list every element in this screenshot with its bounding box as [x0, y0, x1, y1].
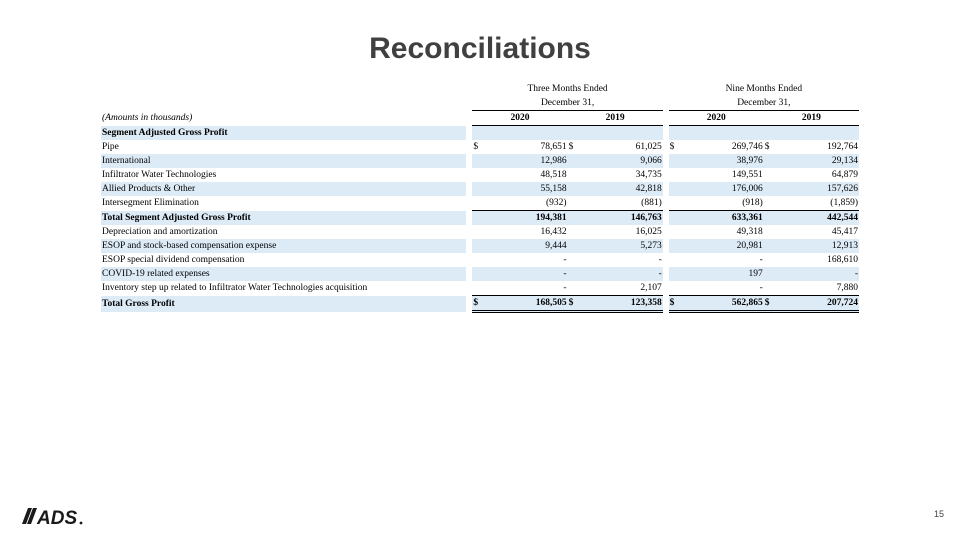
value-cell: -: [759, 255, 763, 265]
value-cell: 42,818: [581, 182, 662, 196]
year-header: 2019: [764, 111, 859, 126]
year-header: 2019: [568, 111, 663, 126]
value-cell: 123,358: [581, 296, 662, 312]
amounts-note: (Amounts in thousands): [102, 113, 193, 123]
value-cell: 29,134: [778, 154, 859, 168]
value-cell: (932): [486, 196, 567, 211]
value-cell: (918): [683, 196, 764, 211]
row-label: COVID-19 related expenses: [101, 267, 466, 281]
value-cell: 48,518: [540, 170, 567, 180]
logo-dot: [80, 522, 83, 525]
section-heading-row: [101, 126, 859, 141]
dollar-sign: [568, 267, 582, 281]
table-row: [101, 267, 859, 281]
section-heading: Segment Adjusted Gross Profit: [101, 126, 466, 141]
nine-months-header: Nine Months Ended: [725, 84, 803, 94]
value-cell: 9,066: [581, 154, 662, 168]
dollar-sign: $: [568, 296, 582, 312]
dollar-sign: [568, 211, 582, 226]
value-cell: 16,025: [635, 227, 662, 237]
value-cell: 45,417: [831, 227, 858, 237]
dollar-sign: [472, 211, 486, 226]
value-cell: 2,107: [581, 281, 662, 296]
value-cell: 146,763: [581, 211, 662, 226]
value-cell: 562,865: [683, 296, 764, 312]
dollar-sign: [764, 182, 778, 196]
value-cell: 12,986: [486, 154, 567, 168]
value-cell: 168,505: [486, 296, 567, 312]
row-label: Pipe: [102, 142, 119, 152]
dollar-sign: [472, 253, 486, 267]
value-cell: 34,735: [635, 170, 662, 180]
dollar-sign: [568, 281, 582, 296]
dollar-sign: [472, 281, 486, 296]
dollar-sign: [472, 225, 486, 239]
value-cell: 78,651: [540, 142, 567, 152]
value-cell: 9,444: [486, 239, 567, 253]
value-cell: -: [563, 255, 567, 265]
dollar-sign: $: [764, 296, 778, 312]
three-months-header: Three Months Ended: [527, 84, 608, 94]
row-label: Infiltrator Water Technologies: [102, 170, 217, 180]
logo-text: ADS: [37, 508, 78, 526]
row-label: International: [101, 154, 466, 168]
period-header-row: [101, 82, 859, 96]
value-cell: 168,610: [827, 255, 858, 265]
row-label: Allied Products & Other: [101, 182, 466, 196]
table-row: [101, 196, 859, 211]
value-cell: 16,432: [540, 227, 567, 237]
row-label: ESOP special dividend compensation: [102, 255, 245, 265]
table-row: [101, 225, 859, 239]
table-row: [101, 168, 859, 182]
row-label: Inventory step up related to Infiltrator Water Technologies acquisition: [102, 283, 368, 294]
dollar-sign: [669, 154, 683, 168]
dollar-sign: $: [473, 142, 479, 152]
dollar-sign: [764, 253, 778, 267]
dollar-sign: [669, 267, 683, 281]
value-cell: 12,913: [778, 239, 859, 253]
value-cell: -: [486, 267, 567, 281]
table-row: [101, 253, 859, 267]
value-cell: (1,859): [778, 196, 859, 211]
value-cell: -: [658, 255, 662, 265]
value-cell: 49,318: [736, 227, 763, 237]
value-cell: 633,361: [683, 211, 764, 226]
dollar-sign: [568, 225, 582, 239]
dollar-sign: $: [472, 296, 486, 312]
dollar-sign: [764, 267, 778, 281]
dollar-sign: [669, 225, 683, 239]
table-row: [101, 182, 859, 196]
value-cell: 442,544: [778, 211, 859, 226]
dollar-sign: [669, 281, 683, 296]
value-cell: 38,976: [683, 154, 764, 168]
year-header-row: [101, 111, 859, 126]
table-row: [101, 211, 859, 226]
dollar-sign: [669, 211, 683, 226]
dollar-sign: [764, 196, 778, 211]
year-header: 2020: [472, 111, 567, 126]
year-header: 2020: [669, 111, 764, 126]
value-cell: 207,724: [778, 296, 859, 312]
table-row: [101, 239, 859, 253]
dollar-sign: [568, 154, 582, 168]
dollar-sign: $: [568, 142, 574, 152]
dollar-sign: [764, 211, 778, 226]
value-cell: -: [683, 281, 764, 296]
value-cell: 176,006: [683, 182, 764, 196]
value-cell: 20,981: [683, 239, 764, 253]
page-title: Reconciliations: [369, 32, 591, 65]
value-cell: -: [778, 267, 859, 281]
period-subheader-row: [101, 96, 859, 111]
value-cell: 157,626: [778, 182, 859, 196]
dollar-sign: [472, 182, 486, 196]
dollar-sign: [472, 267, 486, 281]
dollar-sign: [669, 182, 683, 196]
value-cell: 269,746: [731, 142, 763, 152]
dollar-sign: [764, 168, 778, 182]
ads-logo: [22, 506, 86, 526]
dollar-sign: [568, 168, 582, 182]
reconciliation-table: [101, 82, 859, 313]
three-months-subheader: December 31,: [472, 96, 662, 111]
table-row: [101, 140, 859, 154]
row-label: Depreciation and amortization: [102, 227, 218, 237]
value-cell: 5,273: [581, 239, 662, 253]
value-cell: 197: [683, 267, 764, 281]
dollar-sign: $: [669, 296, 683, 312]
value-cell: 7,880: [778, 281, 859, 296]
dollar-sign: [669, 196, 683, 211]
dollar-sign: [568, 196, 582, 211]
dollar-sign: $: [764, 142, 770, 152]
value-cell: -: [581, 267, 662, 281]
value-cell: 192,764: [827, 142, 858, 152]
dollar-sign: [472, 239, 486, 253]
dollar-sign: [764, 154, 778, 168]
dollar-sign: [764, 225, 778, 239]
dollar-sign: $: [669, 142, 675, 152]
dollar-sign: [568, 239, 582, 253]
nine-months-subheader: December 31,: [669, 96, 859, 111]
dollar-sign: [764, 281, 778, 296]
page-number: 15: [933, 509, 944, 519]
dollar-sign: [669, 168, 683, 182]
row-label: Total Gross Profit: [101, 296, 466, 312]
dollar-sign: [764, 239, 778, 253]
row-label: Intersegment Elimination: [102, 198, 199, 209]
dollar-sign: [669, 253, 683, 267]
table-row: [101, 296, 859, 312]
dollar-sign: [472, 154, 486, 168]
value-cell: 64,879: [831, 170, 858, 180]
value-cell: (881): [581, 196, 662, 211]
value-cell: 149,551: [731, 170, 763, 180]
table-row: [101, 154, 859, 168]
dollar-sign: [669, 239, 683, 253]
row-label: ESOP and stock-based compensation expense: [101, 239, 466, 253]
dollar-sign: [568, 182, 582, 196]
table-row: [101, 281, 859, 296]
dollar-sign: [568, 253, 582, 267]
value-cell: -: [486, 281, 567, 296]
dollar-sign: [472, 168, 486, 182]
value-cell: 194,381: [486, 211, 567, 226]
value-cell: 61,025: [635, 142, 662, 152]
dollar-sign: [472, 196, 486, 211]
value-cell: 55,158: [486, 182, 567, 196]
row-label: Total Segment Adjusted Gross Profit: [101, 211, 466, 226]
